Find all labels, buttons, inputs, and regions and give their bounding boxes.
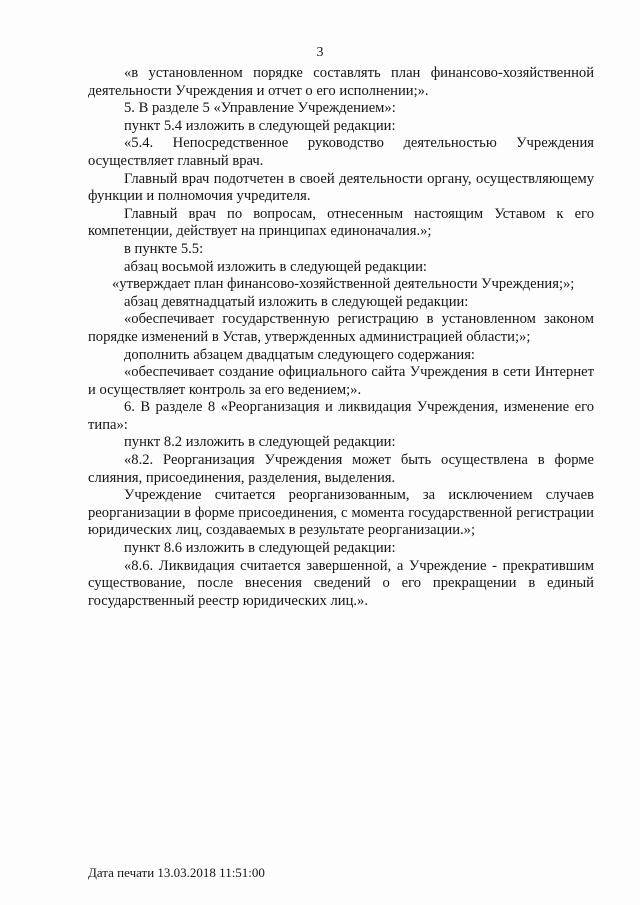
paragraph: «обеспечивает создание официального сайта Учреждения в сети Интернет и осуществляет контроль за его ведением;».: [88, 364, 594, 398]
paragraph: пункт 8.2 изложить в следующей редакции:: [124, 434, 396, 451]
document-body: [88, 65, 594, 610]
paragraph: «8.2. Реорганизация Учреждения может быть осуществлена в форме слияния, присоединения, разделения, выделения.: [88, 452, 594, 486]
paragraph: Главный врач подотчетен в своей деятельности органу, осуществляющему функции и полномочия учредителя.: [88, 170, 594, 205]
print-date-footer: Дата печати 13.03.2018 11:51:00: [88, 865, 265, 880]
paragraph: «утверждает план финансово-хозяйственной деятельности Учреждения;»;: [112, 276, 575, 293]
paragraph: Учреждение считается реорганизованным, за исключением случаев реорганизации в форме присоединения, с момента государственной регистрации юридических лиц, создаваемых в результате реорганизации.»;: [88, 487, 594, 539]
paragraph: «5.4. Непосредственное руководство деятельностью Учреждения осуществляет главный врач.: [88, 135, 594, 169]
paragraph: абзац восьмой изложить в следующей редакции:: [124, 258, 427, 275]
paragraph: пункт 5.4 изложить в следующей редакции:: [124, 117, 396, 134]
paragraph: дополнить абзацем двадцатым следующего содержания:: [124, 346, 475, 363]
paragraph: в пункте 5.5:: [124, 240, 204, 257]
paragraph: «8.6. Ликвидация считается завершенной, а Учреждение - прекратившим существование, после внесения сведений о его прекращении в единый государственный реестр юридических лиц.».: [88, 557, 594, 609]
page-number: 3: [316, 45, 324, 60]
paragraph: 6. В разделе 8 «Реорганизация и ликвидация Учреждения, изменение его типа»:: [88, 399, 594, 433]
paragraph: абзац девятнадцатый изложить в следующей редакции:: [124, 293, 469, 310]
paragraph: пункт 8.6 изложить в следующей редакции:: [124, 540, 396, 557]
paragraph: 5. В разделе 5 «Управление Учреждением»:: [124, 100, 396, 117]
paragraph: Главный врач по вопросам, отнесенным настоящим Уставом к его компетенции, действует на принципах единоначалия.»;: [88, 205, 594, 240]
paragraph: «в установленном порядке составлять план финансово-хозяйственной деятельности Учреждения и отчет о его исполнении;».: [88, 65, 594, 99]
paragraph: «обеспечивает государственную регистрацию в установленном законом порядке изменений в Устав, утвержденных администрацией области;»;: [88, 311, 594, 345]
